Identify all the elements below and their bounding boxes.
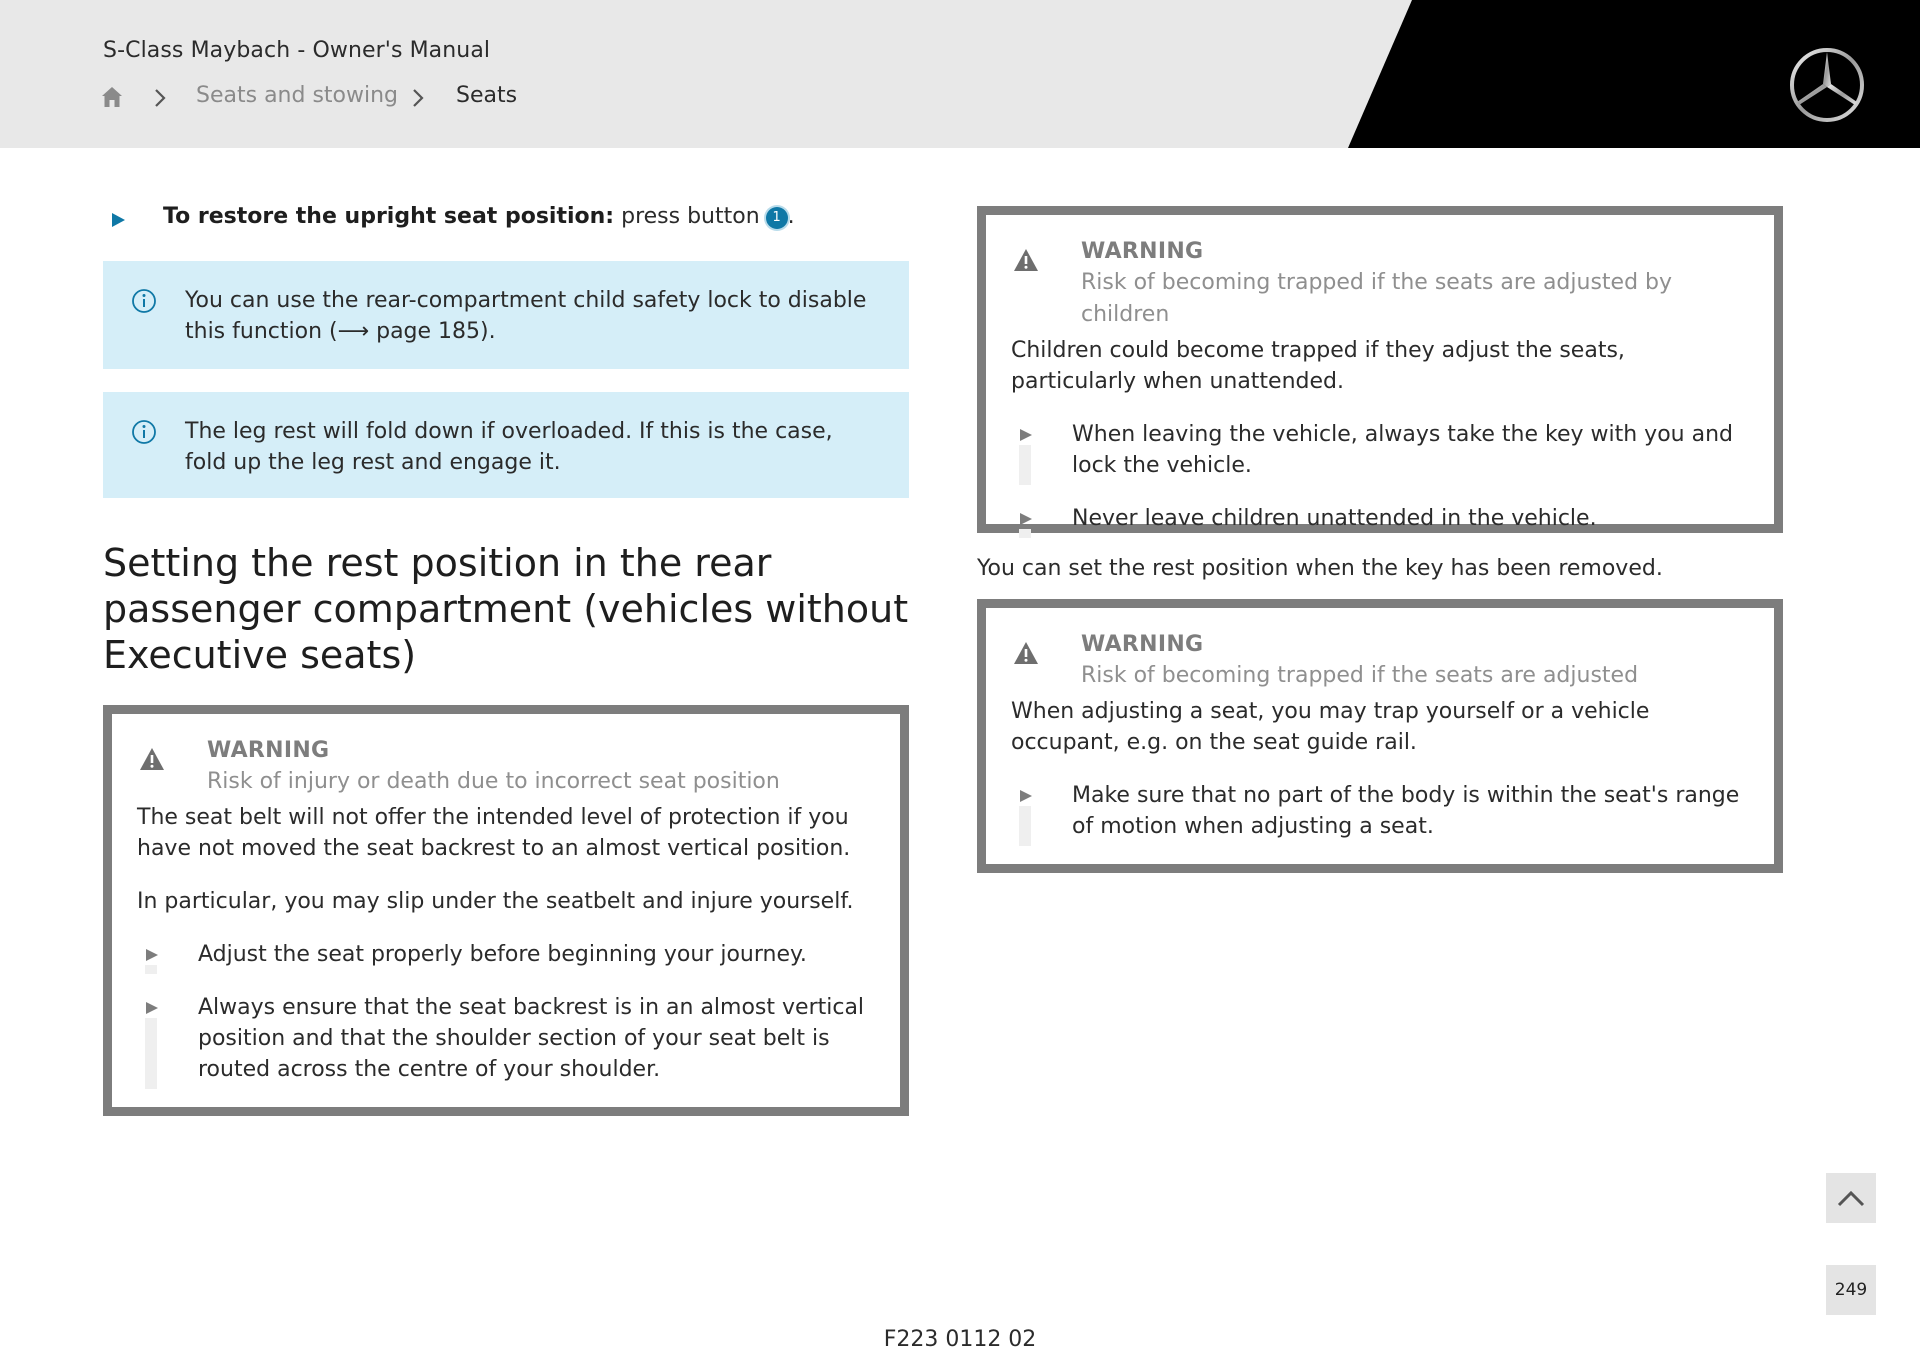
warning-step-text: Adjust the seat properly before beginning your journey. [198,942,807,967]
info-icon [131,419,157,445]
warning-title: WARNING [207,738,330,763]
step-arrow-icon [1019,512,1033,526]
page-number: 249 [1826,1265,1876,1315]
figure-id: F223 0112 02 [883,1327,1037,1352]
warning-step-text: When leaving the vehicle, always take the key with you and lock the vehicle. [1072,422,1733,478]
mercedes-star-icon [1788,46,1866,124]
step-arrow-icon [1019,789,1033,803]
header-black-wedge [0,0,1920,148]
warning-triangle-icon [1013,248,1039,272]
warning-triangle-icon [139,747,165,771]
warning-subtitle: Risk of becoming trapped if the seats are adjusted [1081,663,1639,688]
warning-box [103,705,909,1116]
warning-step-text: Make sure that no part of the body is within the seat's range of motion when adjusting a seat. [1072,783,1740,839]
warning-step-text: Always ensure that the seat backrest is in an almost vertical position and that the shoulder section of your seat belt is routed across the centre of your shoulder. [198,995,865,1082]
warning-step [1011,780,1750,842]
step-arrow-icon [145,1001,159,1015]
info-note-text: You can use the rear-compartment child safety lock to disable this function (⟶ page 185). [185,288,867,344]
page-header [0,0,1920,148]
section-heading: Setting the rest position in the rear passenger compartment (vehicles without Executive seats) [103,541,909,677]
breadcrumb-item-seats: Seats [456,83,518,108]
warning-box [977,206,1783,533]
chevron-up-icon [1836,1187,1866,1209]
warning-triangle-icon [1013,641,1039,665]
warning-title: WARNING [1081,632,1204,657]
warning-title: WARNING [1081,239,1204,264]
step-arrow-icon [1019,428,1033,442]
warning-box [977,599,1783,873]
home-icon[interactable] [100,85,124,109]
warning-step [137,939,876,970]
breadcrumb-item-seats-and-stowing[interactable]: Seats and stowing [196,83,399,108]
instruction-end: . [787,204,795,229]
step-arrow-icon [110,212,126,228]
warning-step-text: Never leave children unattended in the vehicle. [1072,506,1597,531]
warning-step [1011,503,1750,534]
warning-paragraph: In particular, you may slip under the seatbelt and injure yourself. [137,889,854,914]
warning-paragraph: Children could become trapped if they adjust the seats, particularly when unattended. [1011,338,1625,394]
warning-step [137,992,876,1085]
warning-paragraph: The seat belt will not offer the intended level of protection if you have not moved the seat backrest to an almost vertical position. [137,805,851,861]
scroll-to-top-button[interactable] [1826,1173,1876,1223]
button-number-badge: 1 [766,207,788,229]
chevron-right-icon [410,88,426,108]
instruction-text: press button [621,204,760,229]
info-note-text: The leg rest will fold down if overloaded. If this is the case, fold up the leg rest and engage it. [185,419,833,475]
info-icon [131,288,157,314]
instruction-bold: To restore the upright seat position: [163,204,615,229]
info-note [103,261,909,369]
warning-subtitle: Risk of becoming trapped if the seats are adjusted by children [1081,270,1673,327]
warning-subtitle: Risk of injury or death due to incorrect seat position [207,769,780,794]
body-text: You can set the rest position when the key has been removed. [977,556,1663,581]
chevron-right-icon [152,88,168,108]
step-arrow-icon [145,948,159,962]
warning-paragraph: When adjusting a seat, you may trap yourself or a vehicle occupant, e.g. on the seat guide rail. [1011,699,1650,755]
warning-step [1011,419,1750,481]
document-title: S-Class Maybach - Owner's Manual [103,38,491,63]
info-note [103,392,909,498]
